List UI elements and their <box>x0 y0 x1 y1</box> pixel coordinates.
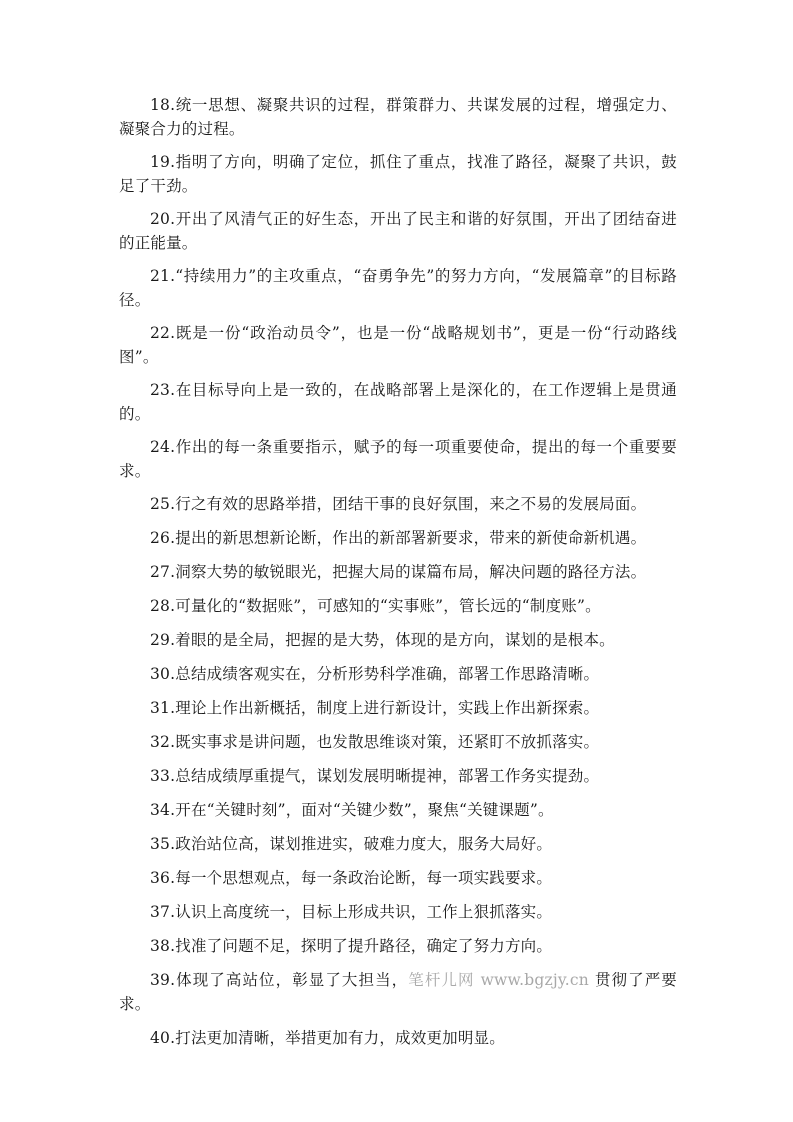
paragraph-number: 20. <box>150 210 176 228</box>
paragraph-text: 洞察大势的敏锐眼光，把握大局的谋篇布局，解决问题的路径方法。 <box>175 563 647 581</box>
paragraph-text: 指明了方向，明确了定位，抓住了重点，找准了路径，凝聚了共识，鼓足了干劲。 <box>119 153 677 195</box>
paragraph-number: 22. <box>150 324 176 342</box>
document-body <box>119 93 677 1060</box>
paragraph-text: 总结成绩厚重提气，谋划发展明晰提神，部署工作务实提劲。 <box>175 767 600 785</box>
paragraph-item <box>119 628 677 652</box>
paragraph-item <box>119 798 677 822</box>
paragraph-number: 31. <box>150 699 176 717</box>
paragraph-item <box>119 93 677 141</box>
paragraph-39 <box>119 968 677 1016</box>
paragraph-text: 统一思想、凝聚共识的过程，群策群力、共谋发展的过程，增强定力、凝聚合力的过程。 <box>119 96 677 138</box>
paragraph-number: 19. <box>150 153 176 171</box>
paragraph-item <box>119 730 677 754</box>
paragraph-number: 37. <box>150 903 176 921</box>
paragraph-number: 26. <box>150 529 176 547</box>
paragraph-item <box>119 594 677 618</box>
paragraph-text: 总结成绩客观实在，分析形势科学准确，部署工作思路清晰。 <box>175 665 600 683</box>
paragraph-number: 30. <box>150 665 176 683</box>
paragraph-text: 体现了高站位，彰显了大担当， <box>175 971 409 989</box>
paragraph-text: 认识上高度统一，目标上形成共识，工作上狠抓落实。 <box>175 903 553 921</box>
paragraph-number: 36. <box>150 869 176 887</box>
paragraph-item <box>119 150 677 198</box>
paragraph-number: 29. <box>150 631 176 649</box>
paragraph-number: 33. <box>150 767 176 785</box>
paragraph-number: 38. <box>150 937 176 955</box>
paragraph-number: 21. <box>150 267 176 285</box>
paragraph-item <box>119 662 677 686</box>
paragraph-text: 着眼的是全局，把握的是大势，体现的是方向，谋划的是根本。 <box>175 631 615 649</box>
paragraph-number: 32. <box>150 733 176 751</box>
paragraph-item <box>119 866 677 890</box>
paragraph-number: 35. <box>150 835 176 853</box>
paragraph-item <box>119 435 677 483</box>
paragraph-number: 23. <box>150 381 176 399</box>
paragraph-text: 作出的每一条重要指示，赋予的每一项重要使命，提出的每一个重要要求。 <box>119 438 677 480</box>
paragraph-item <box>119 900 677 924</box>
paragraph-text: “持续用力”的主攻重点，“奋勇争先”的努力方向，“发展篇章”的目标路径。 <box>119 267 677 309</box>
paragraph-text: 可量化的“数据账”，可感知的“实事账”，管长远的“制度账”。 <box>175 597 601 615</box>
paragraph-item <box>119 207 677 255</box>
paragraph-text: 开出了风清气正的好生态，开出了民主和谐的好氛围，开出了团结奋进的正能量。 <box>119 210 677 252</box>
paragraph-item <box>119 526 677 550</box>
paragraph-number: 40. <box>150 1029 176 1047</box>
paragraph-text: 既是一份“政治动员令”，也是一份“战略规划书”，更是一份“行动路线图”。 <box>119 324 677 366</box>
paragraph-number: 18. <box>150 96 176 114</box>
paragraph-text: 政治站位高，谋划推进实，破难力度大，服务大局好。 <box>175 835 553 853</box>
paragraph-text: 提出的新思想新论断，作出的新部署新要求，带来的新使命新机遇。 <box>175 529 647 547</box>
paragraph-text: 理论上作出新概括，制度上进行新设计，实践上作出新探索。 <box>175 699 600 717</box>
paragraph-number: 25. <box>150 495 176 513</box>
paragraph-text: 开在“关键时刻”，面对“关键少数”，聚焦“关键课题”。 <box>175 801 554 819</box>
paragraph-item <box>119 934 677 958</box>
paragraph-text: 每一个思想观点，每一条政治论断，每一项实践要求。 <box>175 869 553 887</box>
paragraph-item <box>119 492 677 516</box>
paragraph-40 <box>119 1026 677 1050</box>
watermark-text: 笔杆儿网 www.bgzjy.cn <box>408 971 589 989</box>
paragraph-number: 39. <box>150 971 176 989</box>
paragraph-text-tail: 贯彻了严要求。 <box>119 971 677 1013</box>
paragraph-item <box>119 321 677 369</box>
paragraph-item <box>119 560 677 584</box>
paragraph-number: 28. <box>150 597 176 615</box>
paragraph-item <box>119 696 677 720</box>
paragraph-text: 找准了问题不足，探明了提升路径，确定了努力方向。 <box>175 937 553 955</box>
paragraph-number: 34. <box>150 801 176 819</box>
paragraph-number: 24. <box>150 438 176 456</box>
paragraph-list <box>119 93 677 958</box>
paragraph-text: 在目标导向上是一致的，在战略部署上是深化的，在工作逻辑上是贯通的。 <box>119 381 677 423</box>
paragraph-item <box>119 832 677 856</box>
paragraph-number: 27. <box>150 563 176 581</box>
paragraph-item <box>119 764 677 788</box>
paragraph-item <box>119 264 677 312</box>
paragraph-text: 行之有效的思路举措，团结干事的良好氛围，来之不易的发展局面。 <box>175 495 647 513</box>
paragraph-text: 既实事求是讲问题，也发散思维谈对策，还紧盯不放抓落实。 <box>175 733 600 751</box>
paragraph-item <box>119 378 677 426</box>
paragraph-text: 打法更加清晰，举措更加有力，成效更加明显。 <box>175 1029 505 1047</box>
